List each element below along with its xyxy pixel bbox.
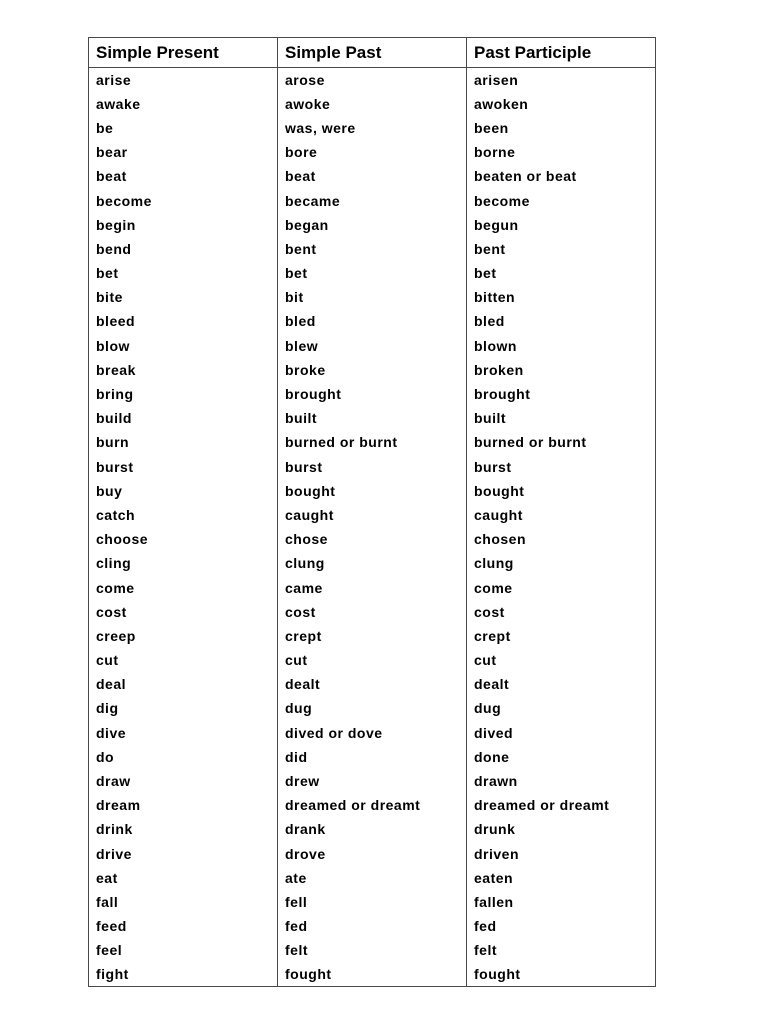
simple-present-cell: catch bbox=[89, 503, 278, 527]
past-participle-cell: come bbox=[467, 575, 656, 599]
simple-present-cell: begin bbox=[89, 213, 278, 237]
past-participle-cell: built bbox=[467, 406, 656, 430]
table-row bbox=[89, 503, 656, 527]
past-participle-cell: bought bbox=[467, 479, 656, 503]
past-participle-cell: felt bbox=[467, 938, 656, 962]
simple-past-cell: fought bbox=[278, 962, 467, 986]
past-participle-cell: crept bbox=[467, 624, 656, 648]
past-participle-cell: been bbox=[467, 116, 656, 140]
simple-present-cell: arise bbox=[89, 68, 278, 92]
past-participle-cell: brought bbox=[467, 382, 656, 406]
table-row bbox=[89, 285, 656, 309]
simple-present-cell: dream bbox=[89, 793, 278, 817]
table-row bbox=[89, 116, 656, 140]
simple-past-cell: began bbox=[278, 213, 467, 237]
simple-present-cell: bend bbox=[89, 237, 278, 261]
past-participle-cell: burst bbox=[467, 455, 656, 479]
table-row bbox=[89, 261, 656, 285]
past-participle-cell: cut bbox=[467, 648, 656, 672]
past-participle-cell: chosen bbox=[467, 527, 656, 551]
simple-past-cell: dived or dove bbox=[278, 721, 467, 745]
simple-past-cell: broke bbox=[278, 358, 467, 382]
past-participle-cell: caught bbox=[467, 503, 656, 527]
simple-past-cell: fed bbox=[278, 914, 467, 938]
table-row bbox=[89, 68, 656, 92]
simple-past-cell: fell bbox=[278, 890, 467, 914]
simple-past-cell: caught bbox=[278, 503, 467, 527]
table-row bbox=[89, 382, 656, 406]
simple-present-cell: bear bbox=[89, 140, 278, 164]
header-simple-past: Simple Past bbox=[278, 38, 467, 68]
table-row bbox=[89, 455, 656, 479]
past-participle-cell: bitten bbox=[467, 285, 656, 309]
past-participle-cell: burned or burnt bbox=[467, 430, 656, 454]
table-row bbox=[89, 358, 656, 382]
past-participle-cell: dived bbox=[467, 721, 656, 745]
simple-past-cell: did bbox=[278, 745, 467, 769]
simple-present-cell: deal bbox=[89, 672, 278, 696]
table-row bbox=[89, 575, 656, 599]
table-row bbox=[89, 648, 656, 672]
past-participle-cell: borne bbox=[467, 140, 656, 164]
simple-present-cell: awake bbox=[89, 92, 278, 116]
simple-past-cell: bent bbox=[278, 237, 467, 261]
simple-present-cell: bleed bbox=[89, 309, 278, 333]
simple-present-cell: do bbox=[89, 745, 278, 769]
simple-past-cell: blew bbox=[278, 334, 467, 358]
simple-past-cell: drove bbox=[278, 842, 467, 866]
irregular-verbs-table bbox=[88, 37, 656, 987]
simple-present-cell: dig bbox=[89, 696, 278, 720]
table-row bbox=[89, 164, 656, 188]
past-participle-cell: clung bbox=[467, 551, 656, 575]
simple-present-cell: bet bbox=[89, 261, 278, 285]
past-participle-cell: blown bbox=[467, 334, 656, 358]
past-participle-cell: fed bbox=[467, 914, 656, 938]
simple-past-cell: became bbox=[278, 188, 467, 212]
table-row bbox=[89, 938, 656, 962]
table-row bbox=[89, 140, 656, 164]
simple-past-cell: dug bbox=[278, 696, 467, 720]
simple-past-cell: dealt bbox=[278, 672, 467, 696]
simple-past-cell: cost bbox=[278, 600, 467, 624]
simple-past-cell: drew bbox=[278, 769, 467, 793]
simple-past-cell: arose bbox=[278, 68, 467, 92]
simple-past-cell: crept bbox=[278, 624, 467, 648]
header-simple-present: Simple Present bbox=[89, 38, 278, 68]
table-row bbox=[89, 309, 656, 333]
table-row bbox=[89, 890, 656, 914]
simple-past-cell: bet bbox=[278, 261, 467, 285]
past-participle-cell: arisen bbox=[467, 68, 656, 92]
table-row bbox=[89, 551, 656, 575]
simple-past-cell: brought bbox=[278, 382, 467, 406]
simple-past-cell: ate bbox=[278, 866, 467, 890]
simple-past-cell: clung bbox=[278, 551, 467, 575]
table-row bbox=[89, 334, 656, 358]
table-row bbox=[89, 624, 656, 648]
simple-past-cell: chose bbox=[278, 527, 467, 551]
past-participle-cell: fallen bbox=[467, 890, 656, 914]
table-row bbox=[89, 406, 656, 430]
past-participle-cell: dreamed or dreamt bbox=[467, 793, 656, 817]
simple-present-cell: bring bbox=[89, 382, 278, 406]
header-row bbox=[89, 38, 656, 68]
simple-past-cell: dreamed or dreamt bbox=[278, 793, 467, 817]
simple-present-cell: buy bbox=[89, 479, 278, 503]
simple-past-cell: came bbox=[278, 575, 467, 599]
header-past-participle: Past Participle bbox=[467, 38, 656, 68]
simple-past-cell: awoke bbox=[278, 92, 467, 116]
simple-present-cell: fight bbox=[89, 962, 278, 986]
simple-present-cell: cling bbox=[89, 551, 278, 575]
simple-past-cell: burst bbox=[278, 455, 467, 479]
simple-present-cell: fall bbox=[89, 890, 278, 914]
simple-past-cell: beat bbox=[278, 164, 467, 188]
past-participle-cell: beaten or beat bbox=[467, 164, 656, 188]
table-row bbox=[89, 866, 656, 890]
table-row bbox=[89, 769, 656, 793]
simple-present-cell: come bbox=[89, 575, 278, 599]
table-row bbox=[89, 721, 656, 745]
table-row bbox=[89, 92, 656, 116]
table-row bbox=[89, 479, 656, 503]
simple-past-cell: burned or burnt bbox=[278, 430, 467, 454]
past-participle-cell: become bbox=[467, 188, 656, 212]
past-participle-cell: cost bbox=[467, 600, 656, 624]
simple-present-cell: burn bbox=[89, 430, 278, 454]
table-row bbox=[89, 430, 656, 454]
table-row bbox=[89, 672, 656, 696]
table-row bbox=[89, 527, 656, 551]
past-participle-cell: driven bbox=[467, 842, 656, 866]
simple-present-cell: beat bbox=[89, 164, 278, 188]
simple-past-cell: drank bbox=[278, 817, 467, 841]
simple-past-cell: felt bbox=[278, 938, 467, 962]
simple-present-cell: burst bbox=[89, 455, 278, 479]
past-participle-cell: fought bbox=[467, 962, 656, 986]
simple-past-cell: built bbox=[278, 406, 467, 430]
simple-present-cell: be bbox=[89, 116, 278, 140]
table-row bbox=[89, 600, 656, 624]
table-row bbox=[89, 188, 656, 212]
past-participle-cell: begun bbox=[467, 213, 656, 237]
past-participle-cell: bet bbox=[467, 261, 656, 285]
simple-past-cell: bled bbox=[278, 309, 467, 333]
table-row bbox=[89, 793, 656, 817]
simple-past-cell: bit bbox=[278, 285, 467, 309]
table-row bbox=[89, 914, 656, 938]
simple-present-cell: eat bbox=[89, 866, 278, 890]
past-participle-cell: eaten bbox=[467, 866, 656, 890]
table-row bbox=[89, 817, 656, 841]
past-participle-cell: done bbox=[467, 745, 656, 769]
simple-present-cell: bite bbox=[89, 285, 278, 309]
simple-present-cell: creep bbox=[89, 624, 278, 648]
simple-present-cell: cut bbox=[89, 648, 278, 672]
simple-present-cell: draw bbox=[89, 769, 278, 793]
simple-present-cell: cost bbox=[89, 600, 278, 624]
past-participle-cell: dealt bbox=[467, 672, 656, 696]
past-participle-cell: bled bbox=[467, 309, 656, 333]
past-participle-cell: bent bbox=[467, 237, 656, 261]
past-participle-cell: dug bbox=[467, 696, 656, 720]
simple-present-cell: break bbox=[89, 358, 278, 382]
simple-present-cell: drive bbox=[89, 842, 278, 866]
simple-past-cell: bought bbox=[278, 479, 467, 503]
table-row bbox=[89, 237, 656, 261]
simple-present-cell: become bbox=[89, 188, 278, 212]
table-row bbox=[89, 962, 656, 986]
table-row bbox=[89, 213, 656, 237]
simple-past-cell: was, were bbox=[278, 116, 467, 140]
simple-present-cell: feel bbox=[89, 938, 278, 962]
table-row bbox=[89, 745, 656, 769]
table-row bbox=[89, 842, 656, 866]
past-participle-cell: awoken bbox=[467, 92, 656, 116]
simple-present-cell: dive bbox=[89, 721, 278, 745]
simple-present-cell: blow bbox=[89, 334, 278, 358]
past-participle-cell: broken bbox=[467, 358, 656, 382]
simple-present-cell: feed bbox=[89, 914, 278, 938]
simple-present-cell: drink bbox=[89, 817, 278, 841]
simple-present-cell: choose bbox=[89, 527, 278, 551]
past-participle-cell: drawn bbox=[467, 769, 656, 793]
simple-past-cell: cut bbox=[278, 648, 467, 672]
past-participle-cell: drunk bbox=[467, 817, 656, 841]
table-row bbox=[89, 696, 656, 720]
simple-past-cell: bore bbox=[278, 140, 467, 164]
table-body bbox=[89, 68, 656, 987]
simple-present-cell: build bbox=[89, 406, 278, 430]
